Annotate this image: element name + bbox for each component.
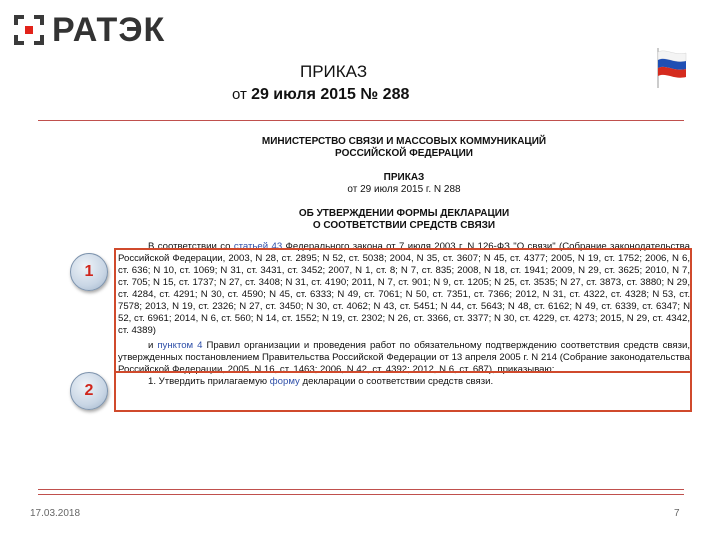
logo-text: РАТЭК bbox=[52, 10, 166, 49]
russian-flag-icon bbox=[652, 46, 692, 90]
order-title: ПРИКАЗ bbox=[383, 172, 425, 183]
subtitle-prefix: от bbox=[232, 86, 252, 103]
ministry-line-2: РОССИЙСКОЙ ФЕДЕРАЦИИ bbox=[335, 148, 473, 159]
para1-text-b: Федерального закона от 7 июля 2003 г. N 126-ФЗ "О связи" (Собрание законодательства Российской Федерации, 2003, N 28, ст. 2895; N 52, ст. 5038; 2004, N 35, ст. 3607; N 45, ст. 4377; 2005, N 19, ст. 1752; 2006, N 6, ст. 636; N 10, ст. 1069; N 31, ст. 3431, ст. 3452; 2007, N 1, ст. 8; N 7, ст. 835; 2008, N 18, ст. 1941; 2009, N 29, ст. 3625; 2010, N 7, ст. 705; N 15, ст. 1737; N 27, ст. 3408; N 31, ст. 4190; 2011, N 7, ст. 901; N 9, ст. 1205; N 25, ст. 3535; N 27, ст. 3873, ст. 3880; N 29, ст. 4284, ст. 4291; N 30, ст. 4590; N 45, ст. 6333; N 49, ст. 7061; N 50, ст. 7351, ст. 7366; 2012, N 31, ст. 4322, ст. 4328; N 53, ст. 7578; 2013, N 19, ст. 2326; N 27, ст. 3450; N 30, ст. 4062; N 43, ст. 5451; N 44, ст. 5643; N 48, ст. 6162; N 49, ст. 6339, ст. 6347; N 52, ст. 6961; 2014, N 6, ст. 560; N 14, ст. 1552; N 19, ст. 2302; N 26, ст. 3366, ст. 3377; N 30, ст. 4229, ст. 4273; 2015, N 29, ст. 4342, ст. 4389) bbox=[118, 241, 690, 336]
bottom-divider-2 bbox=[38, 494, 684, 495]
about-line-2: О СООТВЕТСТВИИ СРЕДСТВ СВЯЗИ bbox=[312, 220, 496, 231]
number-badge-2: 2 bbox=[70, 372, 108, 410]
point-4-link[interactable]: пунктом 4 bbox=[157, 340, 203, 351]
para3-text-b: декларации о соответствии средств связи. bbox=[299, 376, 494, 387]
order-date: от 29 июля 2015 г. N 288 bbox=[347, 184, 461, 195]
form-link[interactable]: форму bbox=[269, 376, 300, 387]
article-43-link[interactable]: статьей 43 bbox=[233, 241, 283, 252]
subtitle-date: 29 июля 2015 № 288 bbox=[251, 86, 410, 103]
page-title: ПРИКАЗ bbox=[300, 62, 368, 81]
para2-text-a: и bbox=[148, 340, 158, 351]
top-divider bbox=[38, 120, 684, 121]
about-line-1: ОБ УТВЕРЖДЕНИИ ФОРМЫ ДЕКЛАРАЦИИ bbox=[298, 208, 510, 219]
ratek-logo bbox=[14, 10, 165, 50]
para1-text-a: В соответствии со bbox=[148, 241, 234, 252]
para3-text-a: 1. Утвердить прилагаемую bbox=[148, 376, 270, 387]
bottom-divider bbox=[38, 489, 684, 490]
page-number: 7 bbox=[674, 508, 680, 519]
highlight-box-2 bbox=[114, 371, 692, 412]
footer-date: 17.03.2018 bbox=[30, 508, 81, 519]
page-subtitle bbox=[232, 86, 409, 104]
number-badge-1: 1 bbox=[70, 253, 108, 291]
highlight-box-1 bbox=[114, 248, 692, 373]
ministry-line-1: МИНИСТЕРСТВО СВЯЗИ И МАССОВЫХ КОММУНИКАЦИЙ bbox=[261, 136, 547, 147]
para2-text-b: Правил организации и проведения работ по обязательному подтверждению соответствия средств связи, утвержденных постановлением Правительства Российской Федерации от 13 апреля 2005 г. N 214 (Собрание законодательства Российской Федерации, 2005, N 16, ст. 1463; 2006, N 42, ст. 4392; 2012, N 6, ст. 687), приказываю: bbox=[118, 340, 690, 375]
ratek-logo-icon bbox=[14, 15, 44, 45]
